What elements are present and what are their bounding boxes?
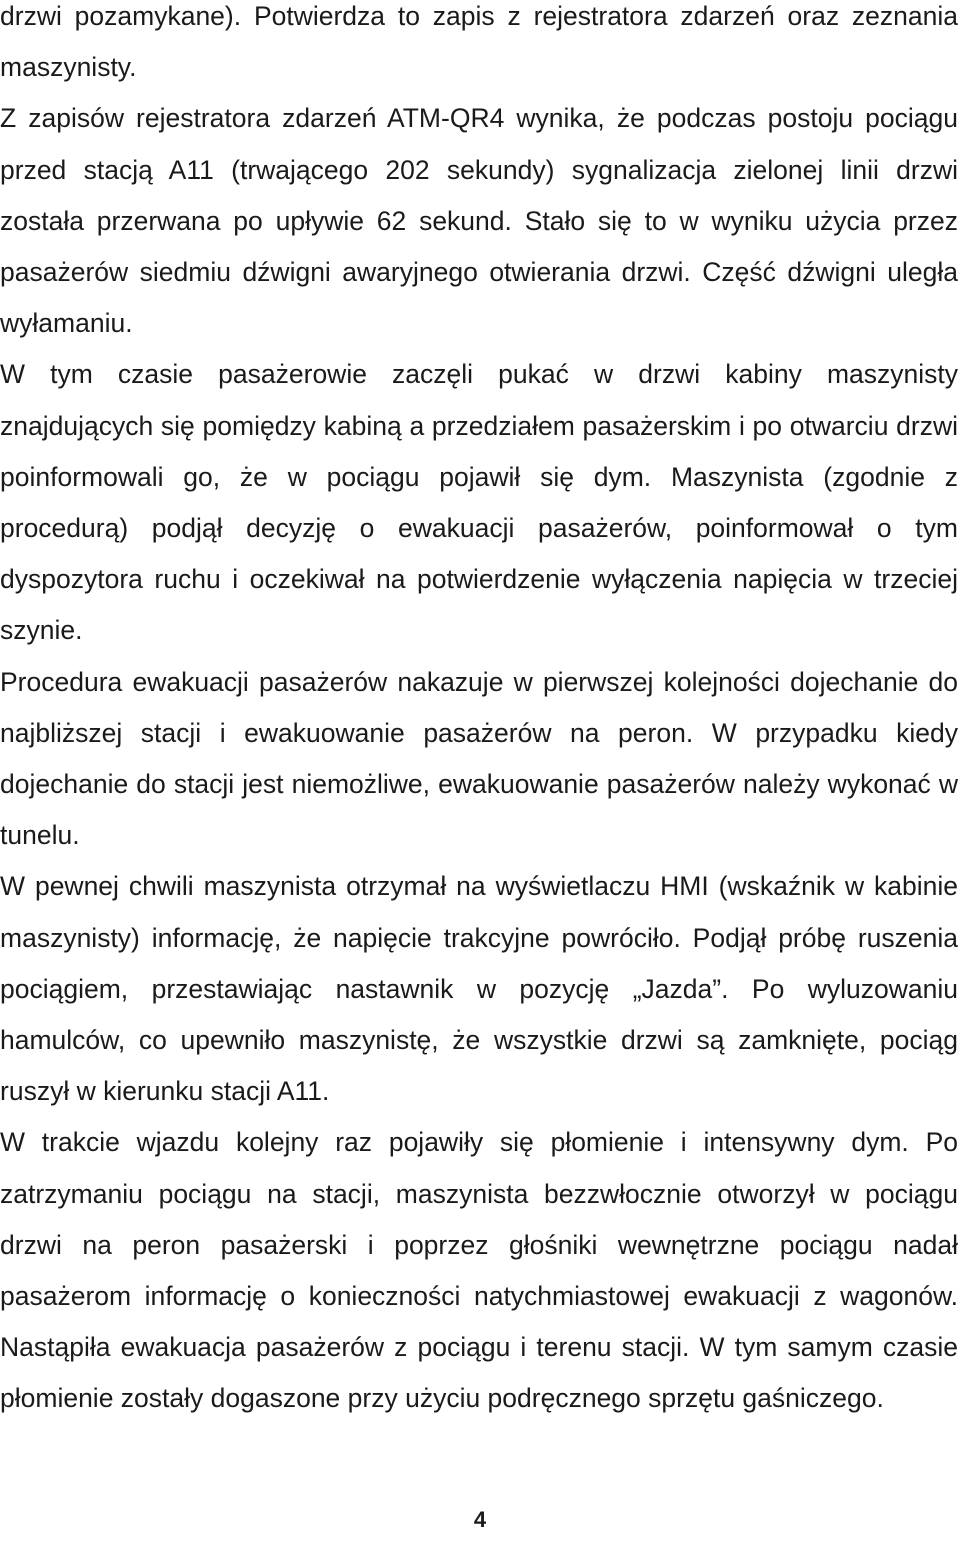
paragraph: W trakcie wjazdu kolejny raz pojawiły się płomienie i intensywny dym. Po zatrzymaniu pociągu na stacji, maszynista bezzwłocznie otworzył w pociągu drzwi na peron pasażerski i poprzez głośniki wewnętrzne pociągu nadał pasażerom informację o konieczności natychmiastowej ewakuacji z wagonów. Nastąpiła ewakuacja pasażerów z pociągu i terenu stacji. W tym samym czasie płomienie zostały dogaszone przy użyciu podręcznego sprzętu gaśniczego. [0, 1127, 958, 1414]
paragraph: Z zapisów rejestratora zdarzeń ATM-QR4 wynika, że podczas postoju pociągu przed stacją A11 (trwającego 202 sekundy) sygnalizacja zielonej linii drzwi została przerwana po upływie 62 sekund. Stało się to w wyniku użycia przez pasażerów siedmiu dźwigni awaryjnego otwierania drzwi. Część dźwigni uległa wyłamaniu. [0, 103, 958, 339]
paragraph: Procedura ewakuacji pasażerów nakazuje w pierwszej kolejności dojechanie do najbliższej stacji i ewakuowanie pasażerów na peron. W przypadku kiedy dojechanie do stacji jest niemożliwe, ewakuowanie pasażerów należy wykonać w tunelu. [0, 666, 958, 851]
page-number: 4 [473, 1507, 487, 1532]
paragraph: W pewnej chwili maszynista otrzymał na wyświetlaczu HMI (wskaźnik w kabinie maszynisty) informację, że napięcie trakcyjne powróciło. Podjął próbę ruszenia pociągiem, przestawiając nastawnik w pozycję „Jazda”. Po wyluzowaniu hamulców, co upewniło maszynistę, że wszystkie drzwi są zamknięte, pociąg ruszył w kierunku stacji A11. [0, 871, 958, 1107]
paragraph: drzwi pozamykane). Potwierdza to zapis z rejestratora zdarzeń oraz zeznania maszynisty. [0, 1, 958, 83]
paragraph: W tym czasie pasażerowie zaczęli pukać w drzwi kabiny maszynisty znajdujących się pomiędzy kabiną a przedziałem pasażerskim i po otwarciu drzwi poinformowali go, że w pociągu pojawił się dym. Maszynista (zgodnie z procedurą) podjął decyzję o ewakuacji pasażerów, poinformował o tym dyspozytora ruchu i oczekiwał na potwierdzenie wyłączenia napięcia w trzeciej szynie. [0, 359, 958, 646]
